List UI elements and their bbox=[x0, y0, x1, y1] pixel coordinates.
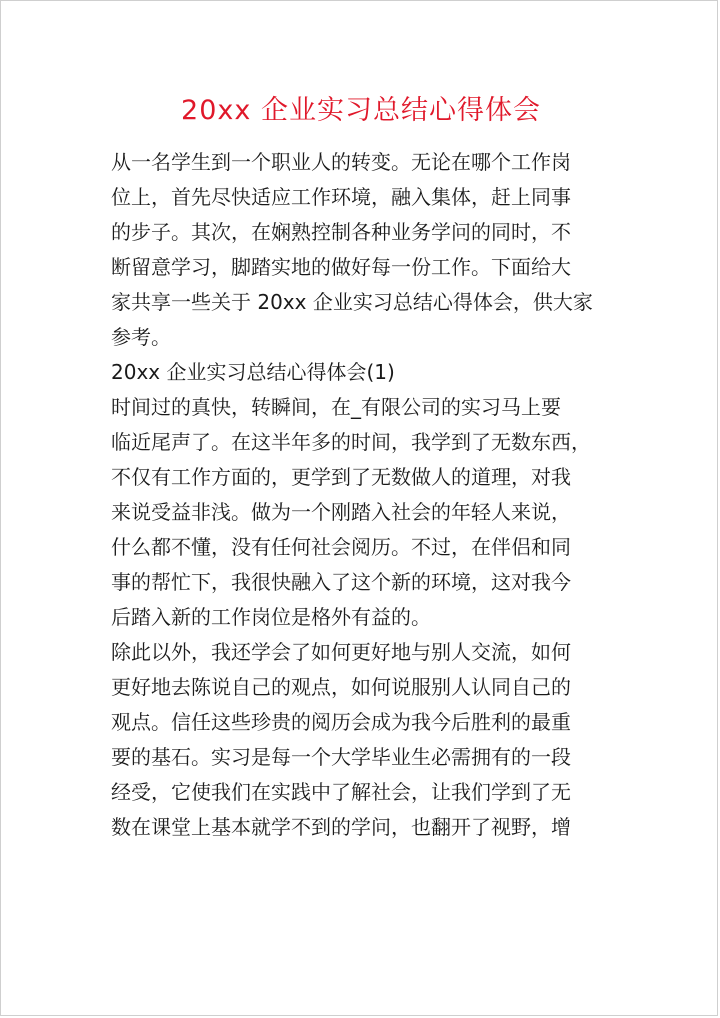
document-body bbox=[111, 145, 617, 845]
body-line: 时间过的真快，转瞬间，在_有限公司的实习马上要 bbox=[111, 395, 561, 419]
body-line: 什么都不懂，没有任何社会阅历。不过，在伴侣和同 bbox=[111, 535, 571, 559]
body-line: 参考。 bbox=[111, 325, 171, 349]
body-line: 家共享一些关于 20xx 企业实习总结心得体会，供大家 bbox=[111, 290, 593, 314]
body-line: 经受，它使我们在实践中了解社会，让我们学到了无 bbox=[111, 780, 571, 804]
section-heading: 20xx 企业实习总结心得体会(1) bbox=[111, 360, 395, 384]
body-line: 的步子。其次，在娴熟控制各种业务学问的同时，不 bbox=[111, 220, 571, 244]
body-line: 事的帮忙下，我很快融入了这个新的环境，这对我今 bbox=[111, 570, 571, 594]
body-line: 断留意学习，脚踏实地的做好每一份工作。下面给大 bbox=[111, 255, 571, 279]
body-line: 来说受益非浅。做为一个刚踏入社会的年轻人来说， bbox=[111, 500, 571, 524]
body-line: 不仅有工作方面的，更学到了无数做人的道理，对我 bbox=[111, 465, 571, 489]
document-title: 20xx 企业实习总结心得体会 bbox=[181, 95, 541, 126]
body-line: 数在课堂上基本就学不到的学问，也翻开了视野，增 bbox=[111, 815, 571, 839]
body-line: 要的基石。实习是每一个大学毕业生必需拥有的一段 bbox=[111, 745, 571, 769]
body-line: 位上，首先尽快适应工作环境，融入集体，赶上同事 bbox=[111, 185, 571, 209]
body-line: 后踏入新的工作岗位是格外有益的。 bbox=[111, 605, 431, 629]
body-line: 临近尾声了。在这半年多的时间，我学到了无数东西， bbox=[111, 430, 591, 454]
body-line: 更好地去陈说自己的观点，如何说服别人认同自己的 bbox=[111, 675, 571, 699]
body-line: 除此以外，我还学会了如何更好地与别人交流，如何 bbox=[111, 640, 571, 664]
body-line: 从一名学生到一个职业人的转变。无论在哪个工作岗 bbox=[111, 150, 571, 174]
body-line: 观点。信任这些珍贵的阅历会成为我今后胜利的最重 bbox=[111, 710, 571, 734]
